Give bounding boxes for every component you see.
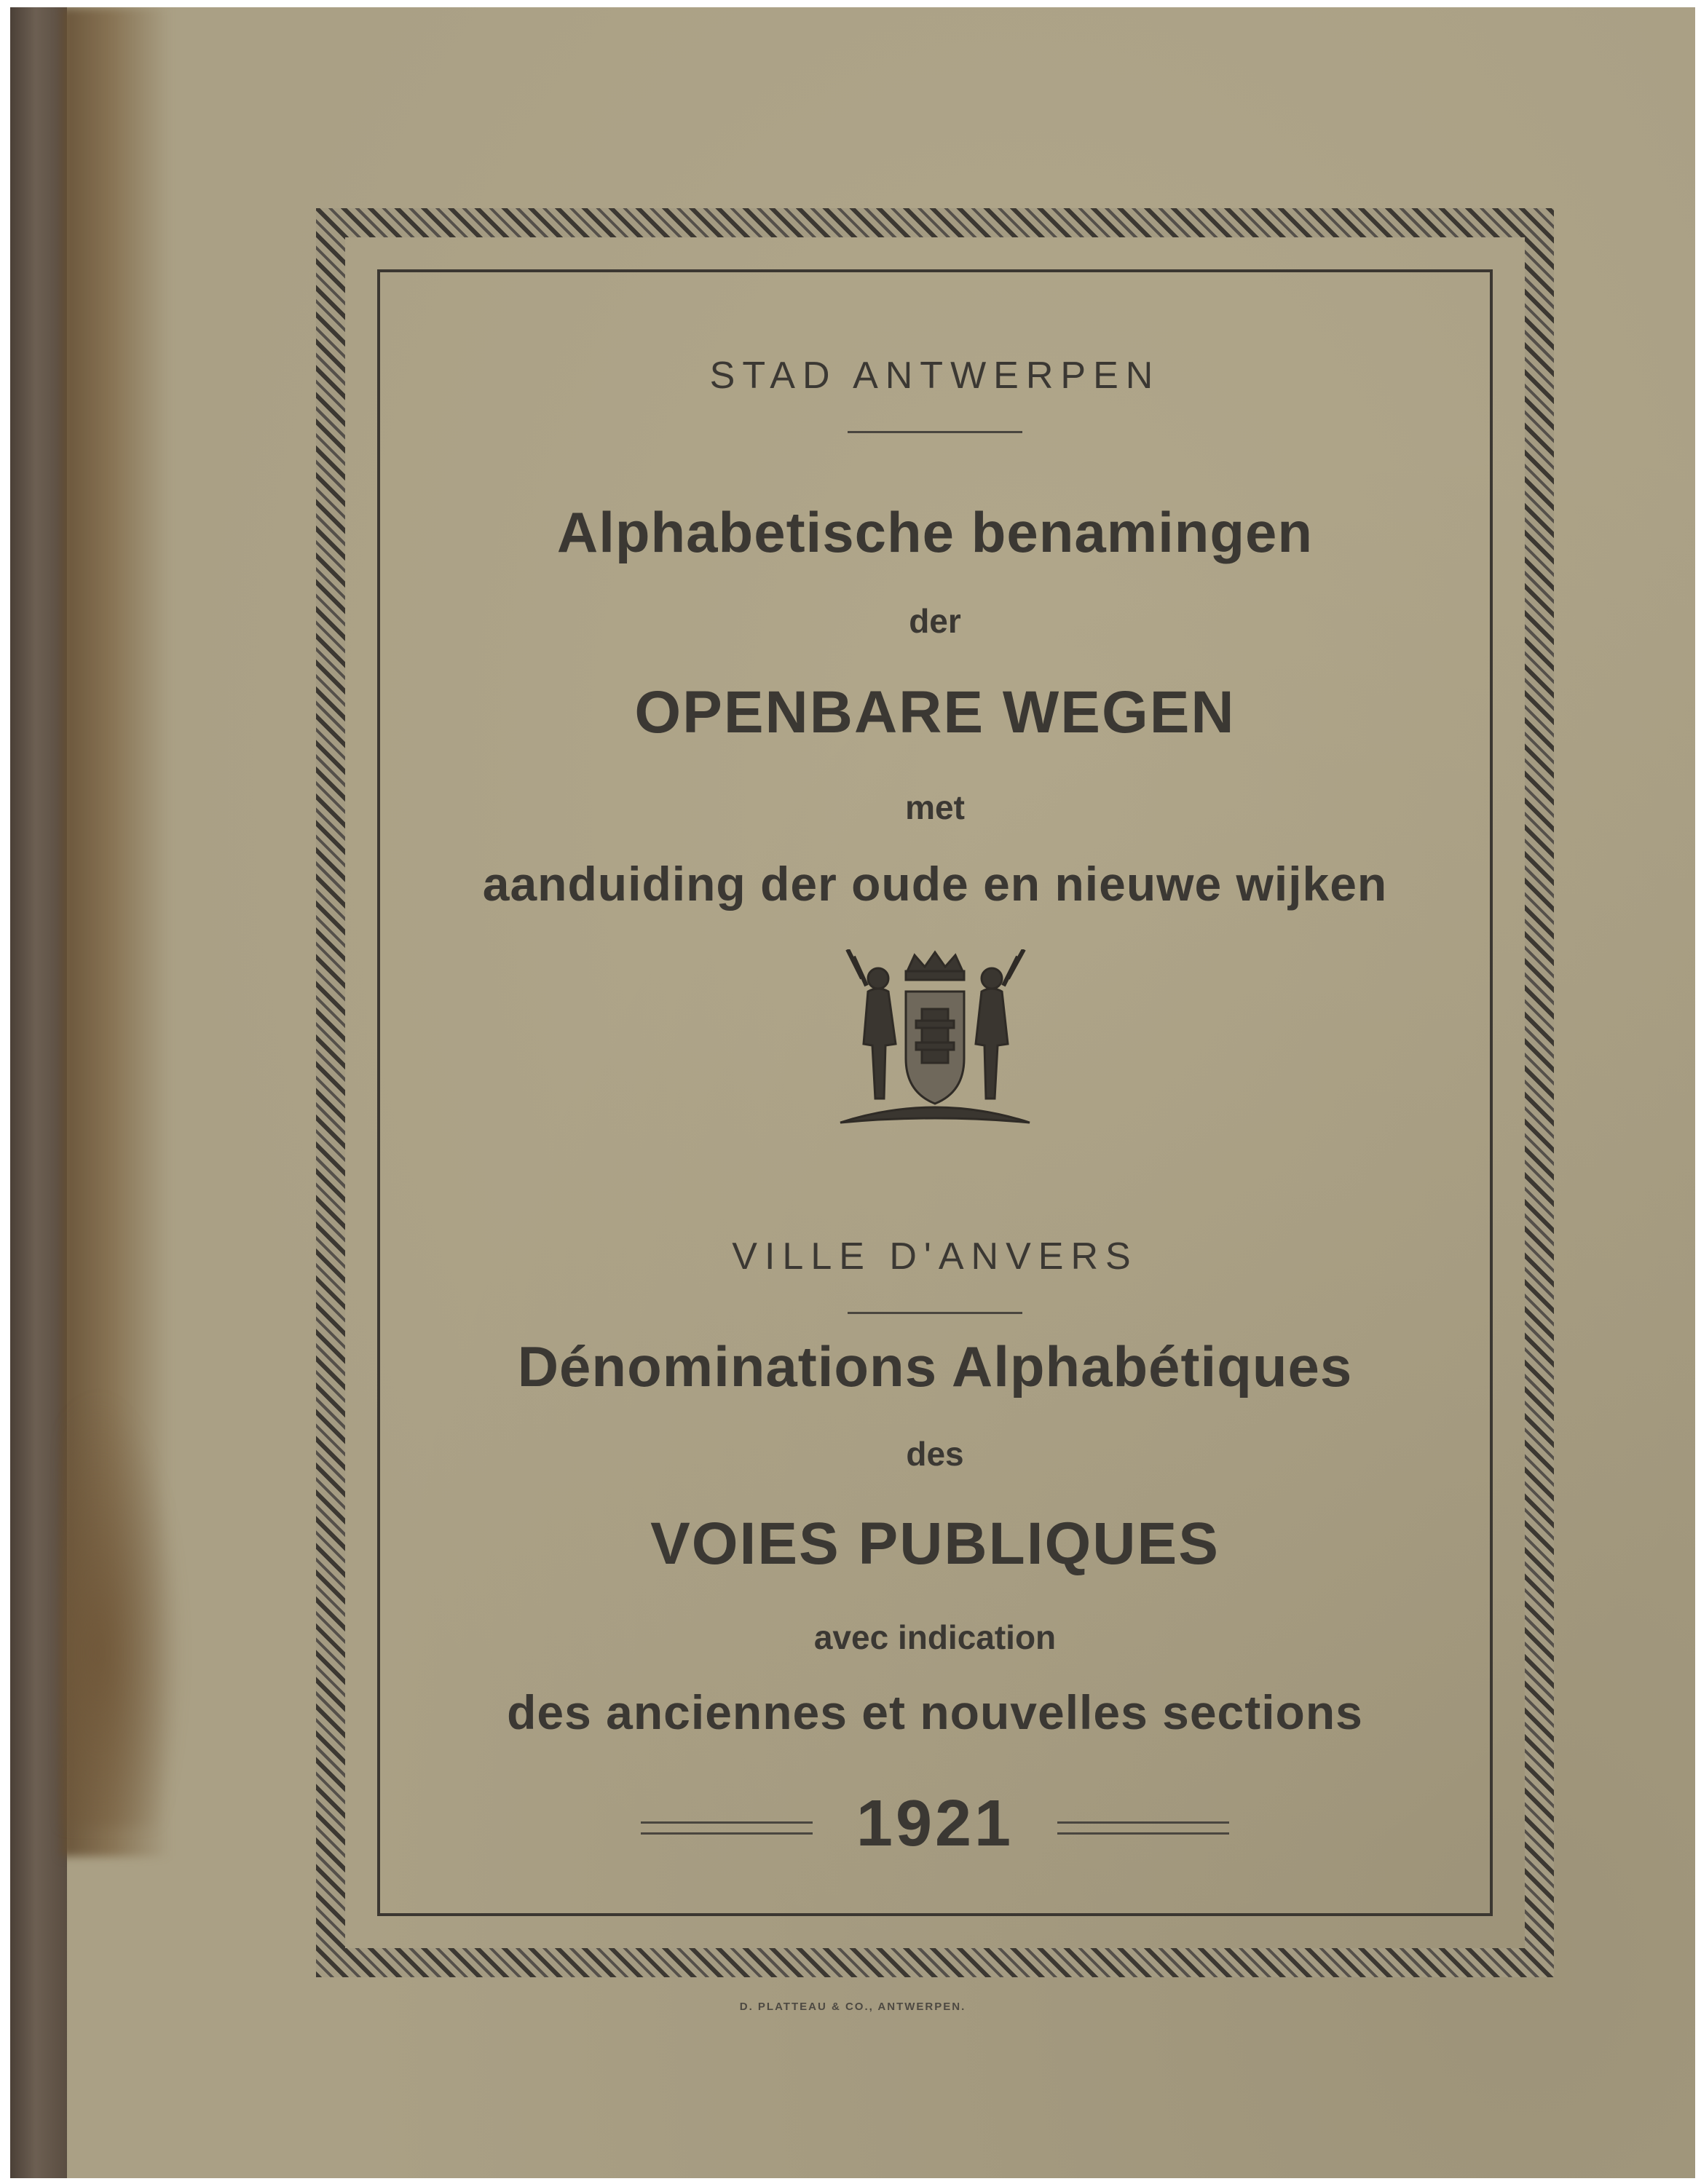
french-city: VILLE D'ANVERS — [732, 1235, 1138, 1278]
french-title: Dénominations Alphabétiques — [517, 1334, 1353, 1398]
dutch-city: STAD ANTWERPEN — [709, 355, 1161, 397]
french-subject: VOIES PUBLIQUES — [650, 1511, 1220, 1577]
dutch-detail: aanduiding der oude en nieuwe wijken — [482, 857, 1388, 911]
book-cover — [10, 7, 1695, 2178]
dutch-connector-met: met — [905, 788, 965, 826]
publication-year: 1921 — [856, 1787, 1014, 1860]
dutch-title: Alphabetische benamingen — [556, 500, 1314, 564]
printer-imprint: D. PLATTEAU & CO., ANTWERPEN. — [739, 2001, 966, 2013]
water-stain-lower — [61, 1390, 185, 1827]
year-rule-right — [1057, 1821, 1229, 1835]
dutch-connector-der: der — [909, 602, 961, 640]
book-spine — [10, 7, 67, 2178]
year-row — [380, 1787, 1490, 1867]
divider-rule — [848, 431, 1022, 433]
antwerp-coat-of-arms-icon — [833, 949, 1037, 1131]
dutch-subject: OPENBARE WEGEN — [634, 679, 1236, 745]
title-block — [380, 272, 1490, 1913]
divider-rule — [848, 1312, 1022, 1314]
french-connector-avec: avec indication — [813, 1618, 1057, 1656]
french-detail: des anciennes et nouvelles sections — [507, 1685, 1363, 1739]
french-connector-des: des — [906, 1435, 964, 1473]
